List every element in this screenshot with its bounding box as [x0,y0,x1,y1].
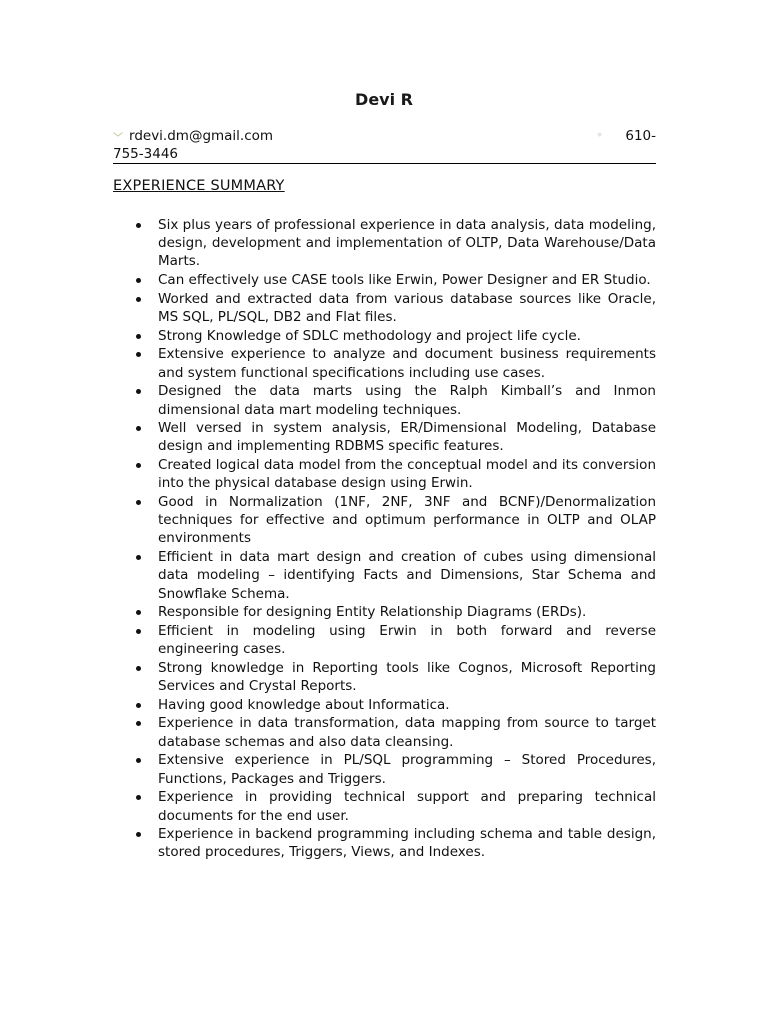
list-item: Having good knowledge about Informatica. [113,696,656,714]
list-item: Can effectively use CASE tools like Erwin, Power Designer and ER Studio. [113,271,656,289]
phone-icon [596,125,603,132]
experience-summary-heading: EXPERIENCE SUMMARY [113,178,285,194]
phone-group [596,127,656,145]
list-item: Worked and extracted data from various database sources like Oracle, MS SQL, PL/SQL, DB2 and Flat files. [113,290,656,326]
list-item: Experience in providing technical support and preparing technical documents for the end user. [113,788,656,824]
phone-number-part1: 610- [625,128,656,144]
email-group [113,127,273,145]
email-address[interactable]: rdevi.dm@gmail.com [129,128,274,144]
header-divider [113,163,656,164]
list-item: Extensive experience in PL/SQL programming – Stored Procedures, Functions, Packages and Triggers. [113,751,656,787]
envelope-icon [113,126,123,133]
list-item: Created logical data model from the conceptual model and its conversion into the physical database design using Erwin. [113,456,656,492]
experience-summary-list [113,216,656,862]
candidate-name: Devi R [355,90,413,109]
list-item: Extensive experience to analyze and document business requirements and system functional specifications including use cases. [113,345,656,381]
list-item: Experience in backend programming including schema and table design, stored procedures, Triggers, Views, and Indexes. [113,825,656,861]
list-item: Six plus years of professional experience in data analysis, data modeling, design, development and implementation of OLTP, Data Warehouse/Data Marts. [113,216,656,271]
list-item: Good in Normalization (1NF, 2NF, 3NF and BCNF)/Denormalization techniques for effective and optimum performance in OLTP and OLAP environments [113,493,656,548]
list-item: Strong Knowledge of SDLC methodology and project life cycle. [113,327,656,345]
list-item: Well versed in system analysis, ER/Dimensional Modeling, Database design and implementing RDBMS specific features. [113,419,656,455]
list-item: Responsible for designing Entity Relationship Diagrams (ERDs). [113,603,656,621]
list-item: Strong knowledge in Reporting tools like Cognos, Microsoft Reporting Services and Crystal Reports. [113,659,656,695]
list-item: Efficient in data mart design and creation of cubes using dimensional data modeling – identifying Facts and Dimensions, Star Schema and Snowflake Schema. [113,548,656,603]
contact-block [113,127,656,163]
list-item: Experience in data transformation, data mapping from source to target database schemas and also data cleansing. [113,714,656,750]
list-item: Designed the data marts using the Ralph Kimball’s and Inmon dimensional data mart modeling techniques. [113,382,656,418]
list-item: Efficient in modeling using Erwin in both forward and reverse engineering cases. [113,622,656,658]
contact-row [113,127,656,145]
phone-number-part2: 755-3446 [113,146,178,162]
